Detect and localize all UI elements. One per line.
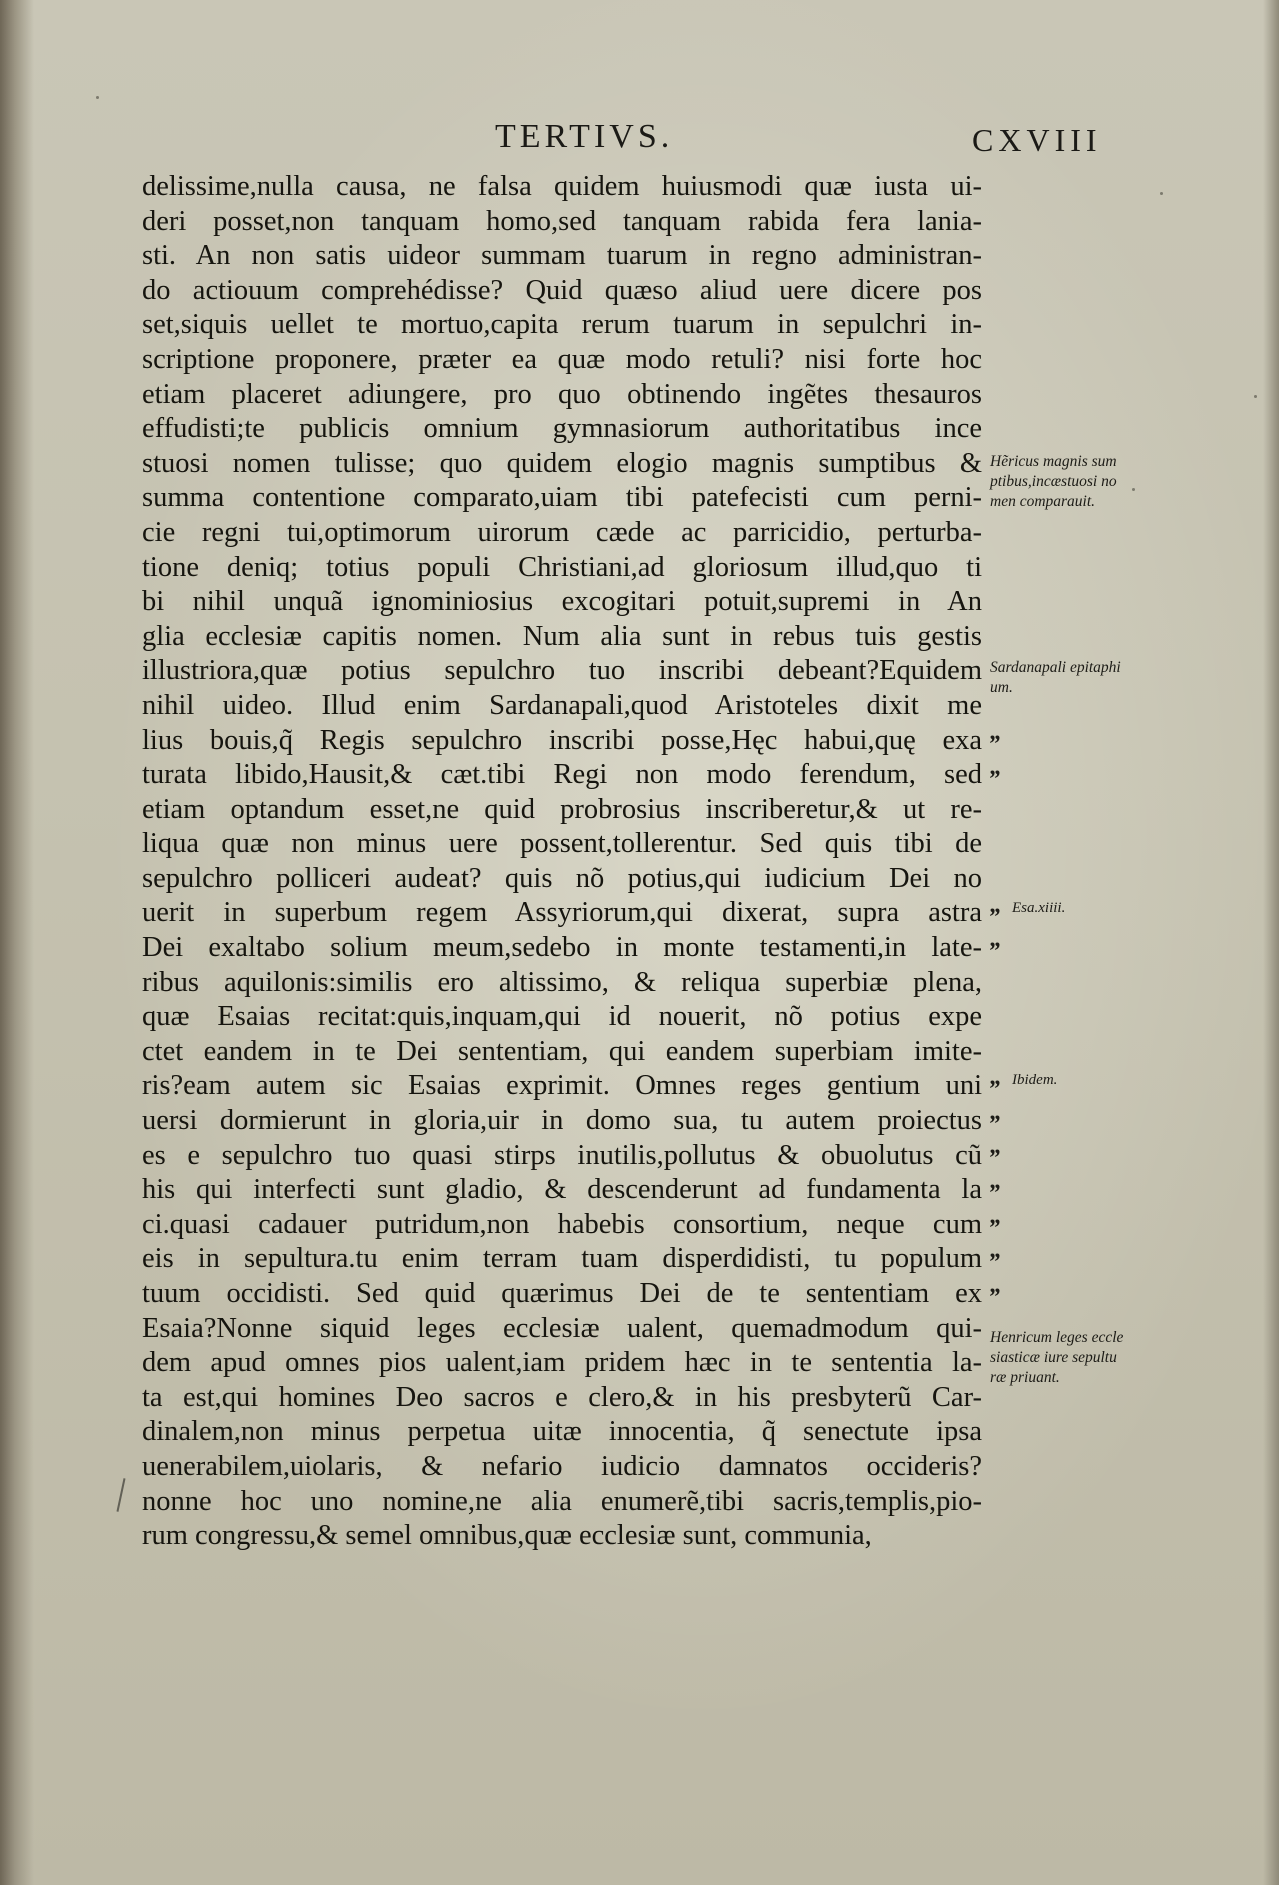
paper-speck — [1254, 395, 1257, 398]
page-header — [0, 118, 1279, 162]
quotation-mark — [990, 927, 1002, 951]
text-line: lius bouis,q̃ Regis sepulchro inscribi posse,Hęc habui,quę exa — [142, 724, 982, 756]
text-line: ctet eandem in te Dei sententiam, qui eandem superbiam imite- — [142, 1035, 982, 1067]
scripture-reference: Ibidem. — [1012, 1072, 1058, 1088]
margin-note-line: siasticæ iure sepultu — [990, 1349, 1117, 1366]
text-line: tuum occidisti. Sed quid quærimus Dei de te sententiam ex — [142, 1278, 982, 1309]
text-line: delissime,nulla causa, ne falsa quidem huiusmodi quæ iusta ui- — [142, 171, 982, 202]
quotation-mark — [990, 1065, 1057, 1092]
margin-note-line: Hẽricus magnis sum — [990, 453, 1117, 470]
margin-note-sardanapali — [990, 658, 1180, 698]
text-line: ris?eam autem sic Esaias exprimit. Omnes reges gentium uni — [142, 1070, 982, 1102]
text-line: uerit in superbum regem Assyriorum,qui dixerat, supra astra — [142, 897, 982, 929]
text-line: turata libido,Hausit,& cæt.tibi Regi non modo ferendum, sed — [142, 759, 982, 791]
paper-speck — [1132, 488, 1135, 491]
text-line: do actiouum comprehédisse? Quid quæso aliud uere dicere pos — [142, 274, 982, 306]
text-line: dinalem,non minus perpetua uitæ innocentia, q̃ senectute ipsa — [142, 1416, 982, 1448]
text-line: scriptione proponere, præter ea quæ modo retuli? nisi forte hoc — [142, 343, 982, 375]
text-line: cie regni tui,optimorum uirorum cæde ac parricidio, perturba- — [142, 516, 982, 548]
text-line: dem apud omnes pios ualent,iam pridem hæc in te sententia la- — [142, 1347, 982, 1379]
quotation-mark-glyph: „ — [990, 1168, 1002, 1194]
margin-note-henricum — [990, 1328, 1180, 1388]
text-line: Esaia?Nonne siquid leges ecclesiæ ualent, quemadmodum qui- — [142, 1312, 982, 1344]
quotation-mark-glyph: „ — [990, 1064, 1002, 1090]
margin-note-line: ræ priuant. — [990, 1369, 1060, 1386]
quotation-mark — [990, 1100, 1002, 1124]
quotation-mark — [990, 755, 1002, 779]
quotation-mark-glyph: „ — [990, 1203, 1002, 1229]
text-line: nihil uideo. Illud enim Sardanapali,quod Aristoteles dixit me — [142, 689, 982, 721]
pen-mark — [116, 1478, 125, 1512]
text-line: set,siquis uellet te mortuo,capita rerum tuarum in sepulchri in- — [142, 309, 982, 341]
text-line: illustriora,quæ potius sepulchro tuo inscribi debeant?Equidem — [142, 655, 982, 687]
text-line: sti. An non satis uideor summam tuarum in regno administran- — [142, 240, 982, 272]
folio-number: CXVIII — [972, 122, 1102, 158]
quotation-mark-glyph: „ — [990, 754, 1002, 780]
text-line: es e sepulchro tuo quasi stirps inutilis,pollutus & obuolutus cũ — [142, 1139, 982, 1171]
quotation-mark-glyph: „ — [990, 1133, 1002, 1159]
quotation-mark-glyph: „ — [990, 1099, 1002, 1125]
text-line: ci.quasi cadauer putridum,non habebis consortium, neque cum — [142, 1208, 982, 1240]
text-line: quæ Esaias recitat:quis,inquam,qui id nouerit, nõ potius expe — [142, 1001, 982, 1033]
text-line: deri posset,non tanquam homo,sed tanquam rabida fera lania- — [142, 205, 982, 237]
text-line: effudisti;te publicis omnium gymnasiorum authoritatibus ince — [142, 413, 982, 445]
margin-note-line: men comparauit. — [990, 493, 1096, 510]
text-line: uersi dormierunt in gloria,uir in domo sua, tu autem proiectus — [142, 1105, 982, 1137]
text-line: ribus aquilonis:similis ero altissimo, & reliqua superbiæ plena, — [142, 966, 982, 998]
quotation-mark — [990, 720, 1002, 744]
quotation-mark — [990, 893, 1065, 920]
text-line: his qui interfecti sunt gladio, & descenderunt ad fundamenta la — [142, 1174, 982, 1206]
quotation-mark — [990, 1169, 1002, 1193]
text-line: uenerabilem,uiolaris, & nefario iudicio damnatos occideris? — [142, 1450, 982, 1482]
text-line: eis in sepultura.tu enim terram tuam disperdidisti, tu populum — [142, 1243, 982, 1275]
body-text — [142, 170, 982, 1554]
quotation-mark-glyph: „ — [990, 1272, 1002, 1298]
quotation-mark — [990, 1273, 1002, 1297]
text-line: liqua quæ non minus uere possent,tollerentur. Sed quis tibi de — [142, 828, 982, 860]
quotation-mark — [990, 1134, 1002, 1158]
quotation-mark-glyph: „ — [990, 1237, 1002, 1263]
paper-speck — [1160, 192, 1163, 195]
text-line: bi nihil unquã ignominiosius excogitari potuit,supremi in An — [142, 586, 982, 618]
margin-note-line: um. — [990, 679, 1013, 696]
text-line: rum congressu,& semel omnibus,quæ ecclesiæ sunt, communia, — [142, 1520, 872, 1552]
margin-note-line: Sardanapali epitaphi — [990, 659, 1121, 676]
quotation-mark — [990, 1238, 1002, 1262]
text-line: sepulchro polliceri audeat? quis nõ potius,qui iudicium Dei no — [142, 862, 982, 894]
quotation-mark-glyph: „ — [990, 892, 1002, 918]
quotation-mark — [990, 1204, 1002, 1228]
text-line: Dei exaltabo solium meum,sedebo in monte testamenti,in late- — [142, 932, 982, 964]
margin-note-henricus — [990, 452, 1180, 512]
text-line: summa contentione comparato,uiam tibi patefecisti cum perni- — [142, 482, 982, 514]
text-line: etiam optandum esset,ne quid probrosius inscriberetur,& ut re- — [142, 793, 982, 825]
text-line: stuosi nomen tulisse; quo quidem elogio magnis sumptibus & — [142, 447, 982, 479]
margin-note-line: Henricum leges eccle — [990, 1329, 1124, 1346]
text-line: tione deniq; totius populi Christiani,ad gloriosum illud,quo ti — [142, 551, 982, 583]
quotation-mark-glyph: „ — [990, 926, 1002, 952]
scripture-reference: Esa.xiiii. — [1012, 900, 1066, 916]
text-line: glia ecclesiæ capitis nomen. Num alia sunt in rebus tuis gestis — [142, 620, 982, 652]
text-line: ta est,qui homines Deo sacros e clero,& in his presbyterũ Car- — [142, 1381, 982, 1413]
quotation-mark-glyph: „ — [990, 719, 1002, 745]
margin-note-line: ptibus,incæstuosi no — [990, 473, 1117, 490]
running-head: TERTIVS. — [495, 118, 674, 155]
text-line: etiam placeret adiungere, pro quo obtinendo ingẽtes thesauros — [142, 378, 982, 410]
text-line: nonne hoc uno nomine,ne alia enumerẽ,tibi sacris,templis,pio- — [142, 1485, 982, 1517]
paper-speck — [96, 96, 99, 99]
